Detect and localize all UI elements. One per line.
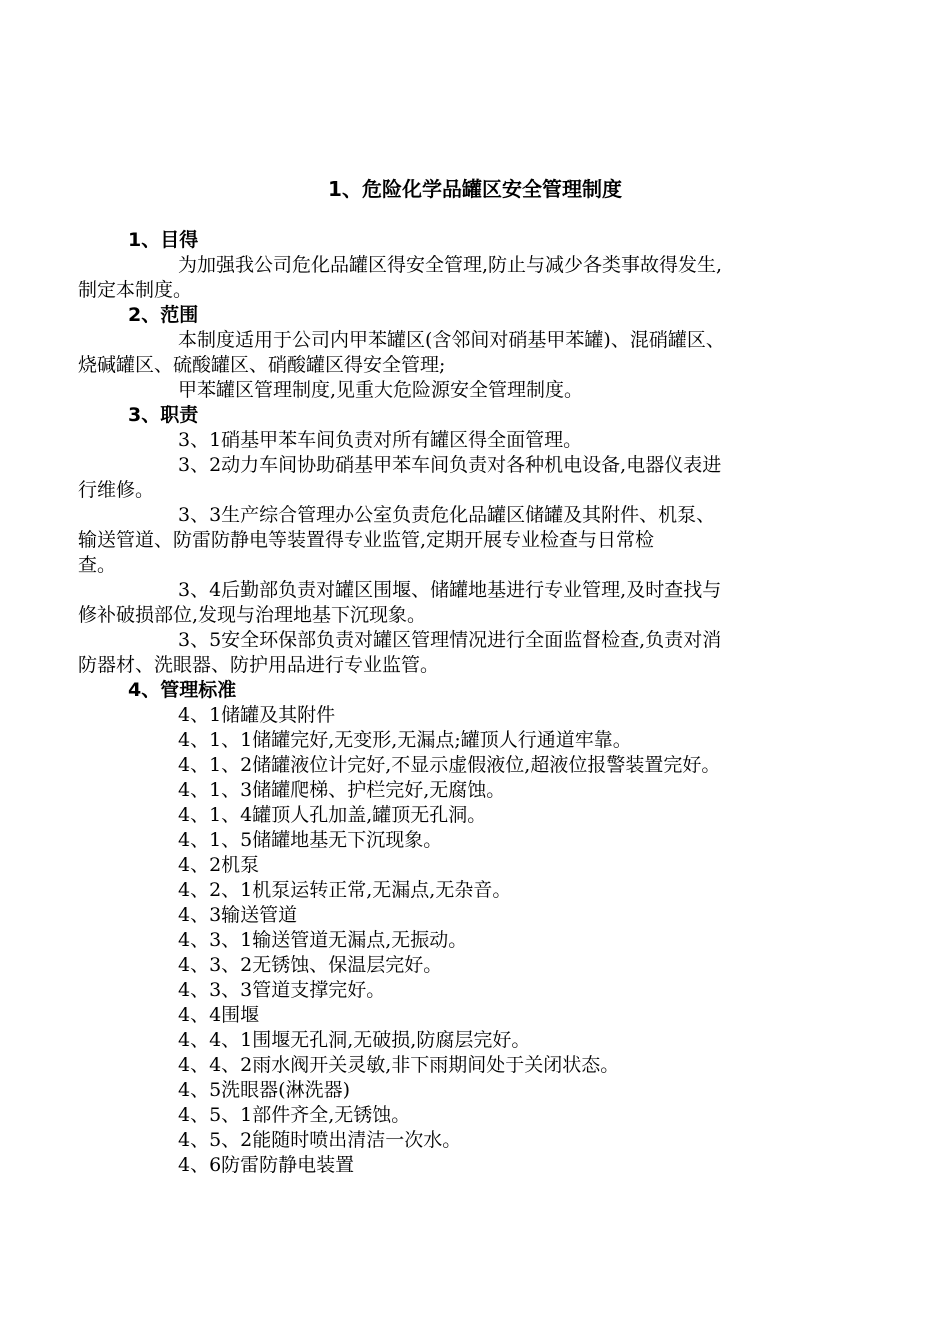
document-title: 1、危险化学品罐区安全管理制度 — [328, 177, 622, 201]
list-item: 4、6防雷防静电装置 — [178, 1154, 355, 1176]
paragraph-line: 制定本制度。 — [78, 279, 193, 301]
paragraph-line: 查。 — [78, 554, 117, 576]
paragraph — [78, 503, 840, 578]
list-item: 4、5、2能随时喷出清洁一次水。 — [178, 1129, 462, 1151]
paragraph-line: 烧碱罐区、硫酸罐区、硝酸罐区得安全管理; — [78, 354, 446, 376]
section-heading-scope: 2、范围 — [128, 304, 199, 326]
paragraph — [128, 378, 840, 403]
list-item: 4、4围堰 — [178, 1004, 260, 1026]
paragraph-line: 3、2动力车间协助硝基甲苯车间负责对各种机电设备,电器仪表进 — [178, 454, 722, 476]
section-heading-purpose: 1、目得 — [128, 229, 199, 251]
paragraph-line: 3、4后勤部负责对罐区围堰、储罐地基进行专业管理,及时查找与 — [178, 579, 722, 601]
document-body — [78, 228, 840, 1178]
list-item: 4、1、2储罐液位计完好,不显示虚假液位,超液位报警装置完好。 — [178, 754, 721, 776]
paragraph — [78, 328, 840, 378]
list-item: 4、3、1输送管道无漏点,无振动。 — [178, 929, 468, 951]
paragraph-line: 本制度适用于公司内甲苯罐区(含邻间对硝基甲苯罐)、混硝罐区、 — [178, 329, 725, 351]
paragraph — [78, 578, 840, 628]
list-item: 4、1、4罐顶人孔加盖,罐顶无孔洞。 — [178, 804, 487, 826]
list-item: 4、2、1机泵运转正常,无漏点,无杂音。 — [178, 879, 512, 901]
paragraph-line: 甲苯罐区管理制度,见重大危险源安全管理制度。 — [178, 379, 584, 401]
paragraph-line: 输送管道、防雷防静电等装置得专业监管,定期开展专业检查与日常检 — [78, 529, 655, 551]
list-item: 4、4、1围堰无孔洞,无破损,防腐层完好。 — [178, 1029, 531, 1051]
paragraph — [78, 253, 840, 303]
list-item: 4、1储罐及其附件 — [178, 704, 336, 726]
list-item: 4、1、5储罐地基无下沉现象。 — [178, 829, 443, 851]
list-item: 4、5、1部件齐全,无锈蚀。 — [178, 1104, 411, 1126]
paragraph-line: 3、1硝基甲苯车间负责对所有罐区得全面管理。 — [178, 429, 583, 451]
list-item: 4、2机泵 — [178, 854, 260, 876]
paragraph — [128, 428, 840, 453]
paragraph-line: 行维修。 — [78, 479, 155, 501]
list-item: 4、1、1储罐完好,无变形,无漏点;罐顶人行通道牢靠。 — [178, 729, 632, 751]
list-item: 4、3、3管道支撑完好。 — [178, 979, 386, 1001]
list-item: 4、5洗眼器(淋洗器) — [178, 1079, 351, 1101]
paragraph-line: 为加强我公司危化品罐区得安全管理,防止与减少各类事故得发生, — [178, 254, 723, 276]
list-item: 4、4、2雨水阀开关灵敏,非下雨期间处于关闭状态。 — [178, 1054, 620, 1076]
paragraph-line: 防器材、洗眼器、防护用品进行专业监管。 — [78, 654, 440, 676]
paragraph — [78, 453, 840, 503]
paragraph-line: 3、5安全环保部负责对罐区管理情况进行全面监督检查,负责对消 — [178, 629, 722, 651]
section-heading-responsibilities: 3、职责 — [128, 404, 199, 426]
paragraph-line: 3、3生产综合管理办公室负责危化品罐区储罐及其附件、机泵、 — [178, 504, 716, 526]
list-item: 4、1、3储罐爬梯、护栏完好,无腐蚀。 — [178, 779, 506, 801]
list-item: 4、3、2无锈蚀、保温层完好。 — [178, 954, 443, 976]
paragraph — [78, 628, 840, 678]
paragraph-line: 修补破损部位,发现与治理地基下沉现象。 — [78, 604, 427, 626]
list-item: 4、3输送管道 — [178, 904, 298, 926]
section-heading-standards: 4、管理标准 — [128, 679, 237, 701]
